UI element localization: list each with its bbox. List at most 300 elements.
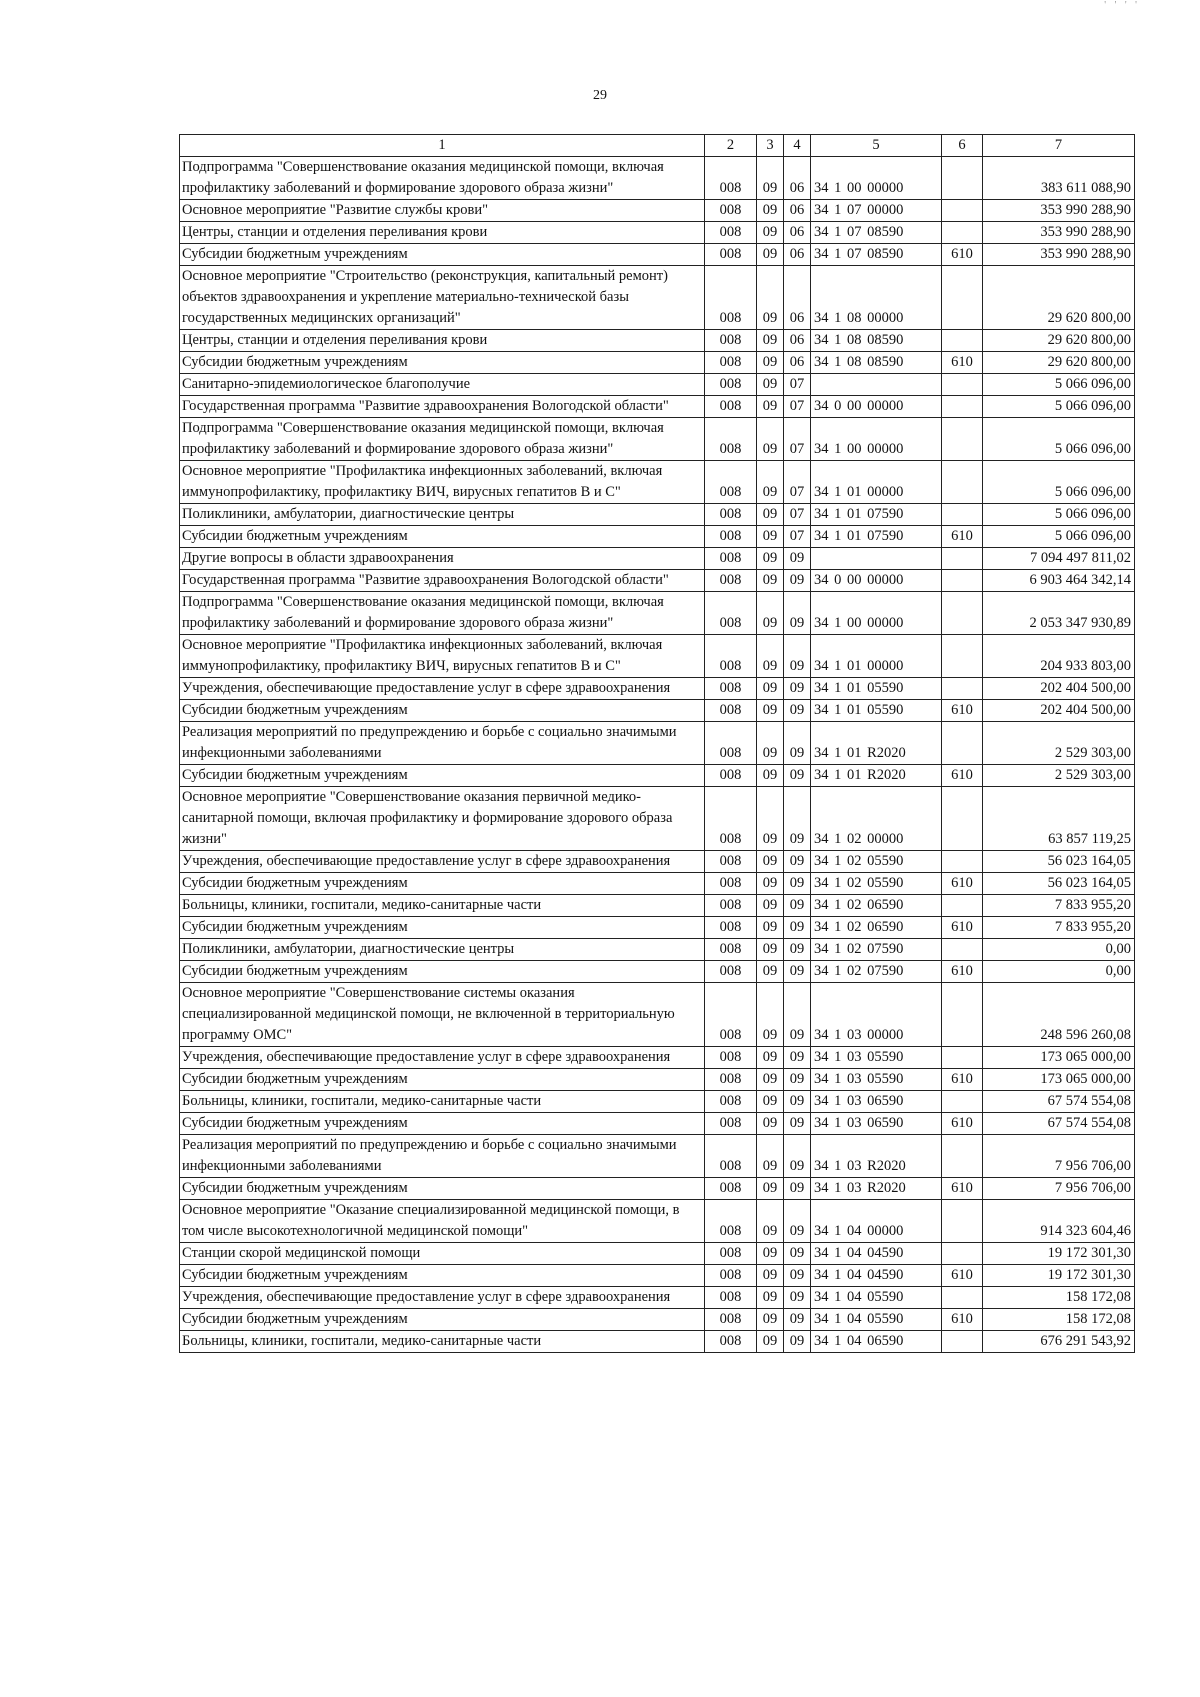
table-row — [180, 1309, 1135, 1331]
row-subsection-cell: 09 — [784, 895, 811, 917]
row-amount-cell: 5 066 096,00 — [983, 504, 1135, 526]
row-expense-type-cell — [942, 1200, 983, 1243]
row-name-cell: Реализация мероприятий по предупреждению и борьбе с социально значимыми инфекционными заболеваниями — [180, 1135, 705, 1178]
row-target-code-cell: 34 1 01 05590 — [811, 678, 942, 700]
row-target-code-cell: 34 1 00 00000 — [811, 418, 942, 461]
row-amount-cell: 158 172,08 — [983, 1287, 1135, 1309]
row-section-cell: 09 — [757, 374, 784, 396]
table-row — [180, 548, 1135, 570]
row-target-code-cell: 34 1 01 00000 — [811, 461, 942, 504]
row-name-cell: Субсидии бюджетным учреждениям — [180, 526, 705, 548]
row-section-cell: 09 — [757, 548, 784, 570]
budget-table — [179, 134, 1135, 1353]
row-target-code-cell: 34 1 03 R2020 — [811, 1178, 942, 1200]
row-code-cell: 008 — [705, 1069, 757, 1091]
row-section-cell: 09 — [757, 526, 784, 548]
row-target-code-cell: 34 1 02 07590 — [811, 939, 942, 961]
row-amount-cell: 353 990 288,90 — [983, 200, 1135, 222]
row-code-cell: 008 — [705, 787, 757, 851]
row-expense-type-cell: 610 — [942, 961, 983, 983]
row-subsection-cell: 09 — [784, 1091, 811, 1113]
table-row — [180, 526, 1135, 548]
row-expense-type-cell — [942, 330, 983, 352]
row-subsection-cell: 06 — [784, 266, 811, 330]
row-amount-cell: 29 620 800,00 — [983, 352, 1135, 374]
table-row — [180, 873, 1135, 895]
row-target-code-cell: 34 1 07 08590 — [811, 222, 942, 244]
row-name-cell: Больницы, клиники, госпитали, медико-санитарные части — [180, 1091, 705, 1113]
row-name-cell: Субсидии бюджетным учреждениям — [180, 1309, 705, 1331]
row-amount-cell: 2 053 347 930,89 — [983, 592, 1135, 635]
row-expense-type-cell — [942, 461, 983, 504]
row-section-cell: 09 — [757, 1200, 784, 1243]
row-code-cell: 008 — [705, 418, 757, 461]
row-name-cell: Учреждения, обеспечивающие предоставление услуг в сфере здравоохранения — [180, 678, 705, 700]
row-code-cell: 008 — [705, 700, 757, 722]
table-row — [180, 418, 1135, 461]
row-subsection-cell: 09 — [784, 1331, 811, 1353]
header-cell: 3 — [757, 135, 784, 157]
table-row — [180, 787, 1135, 851]
row-section-cell: 09 — [757, 851, 784, 873]
row-amount-cell: 2 529 303,00 — [983, 722, 1135, 765]
row-code-cell: 008 — [705, 244, 757, 266]
row-section-cell: 09 — [757, 1265, 784, 1287]
row-section-cell: 09 — [757, 1243, 784, 1265]
row-expense-type-cell — [942, 895, 983, 917]
row-subsection-cell: 09 — [784, 635, 811, 678]
row-amount-cell: 0,00 — [983, 961, 1135, 983]
row-code-cell: 008 — [705, 1091, 757, 1113]
row-section-cell: 09 — [757, 352, 784, 374]
row-name-cell: Основное мероприятие "Профилактика инфекционных заболеваний, включая иммунопрофилактику, профилактику ВИЧ, вирусных гепатитов В и С" — [180, 635, 705, 678]
row-amount-cell: 7 833 955,20 — [983, 917, 1135, 939]
row-subsection-cell: 09 — [784, 1047, 811, 1069]
row-code-cell: 008 — [705, 504, 757, 526]
table-row — [180, 396, 1135, 418]
row-subsection-cell: 09 — [784, 939, 811, 961]
row-expense-type-cell — [942, 1243, 983, 1265]
row-target-code-cell: 34 1 01 05590 — [811, 700, 942, 722]
row-amount-cell: 5 066 096,00 — [983, 396, 1135, 418]
row-target-code-cell: 34 1 04 06590 — [811, 1331, 942, 1353]
row-amount-cell: 56 023 164,05 — [983, 873, 1135, 895]
row-amount-cell: 914 323 604,46 — [983, 1200, 1135, 1243]
row-expense-type-cell: 610 — [942, 1309, 983, 1331]
row-expense-type-cell — [942, 266, 983, 330]
row-amount-cell: 56 023 164,05 — [983, 851, 1135, 873]
row-expense-type-cell: 610 — [942, 873, 983, 895]
row-code-cell: 008 — [705, 592, 757, 635]
row-amount-cell: 5 066 096,00 — [983, 418, 1135, 461]
row-amount-cell: 248 596 260,08 — [983, 983, 1135, 1047]
row-expense-type-cell — [942, 851, 983, 873]
row-name-cell: Учреждения, обеспечивающие предоставление услуг в сфере здравоохранения — [180, 851, 705, 873]
row-name-cell: Больницы, клиники, госпитали, медико-санитарные части — [180, 1331, 705, 1353]
row-target-code-cell: 34 1 01 00000 — [811, 635, 942, 678]
row-name-cell: Субсидии бюджетным учреждениям — [180, 917, 705, 939]
row-subsection-cell: 09 — [784, 765, 811, 787]
row-expense-type-cell — [942, 200, 983, 222]
row-subsection-cell: 07 — [784, 418, 811, 461]
row-section-cell: 09 — [757, 266, 784, 330]
row-target-code-cell: 34 0 00 00000 — [811, 570, 942, 592]
header-cell: 2 — [705, 135, 757, 157]
row-expense-type-cell — [942, 396, 983, 418]
row-section-cell: 09 — [757, 1135, 784, 1178]
row-expense-type-cell — [942, 504, 983, 526]
table-row — [180, 1287, 1135, 1309]
row-target-code-cell: 34 0 00 00000 — [811, 396, 942, 418]
row-section-cell: 09 — [757, 1047, 784, 1069]
row-target-code-cell: 34 1 02 06590 — [811, 895, 942, 917]
row-amount-cell: 29 620 800,00 — [983, 330, 1135, 352]
row-target-code-cell — [811, 374, 942, 396]
table-row — [180, 1069, 1135, 1091]
row-name-cell: Субсидии бюджетным учреждениям — [180, 1178, 705, 1200]
row-section-cell: 09 — [757, 330, 784, 352]
row-target-code-cell — [811, 548, 942, 570]
row-amount-cell: 7 094 497 811,02 — [983, 548, 1135, 570]
table-row — [180, 266, 1135, 330]
row-name-cell: Субсидии бюджетным учреждениям — [180, 1265, 705, 1287]
header-cell: 7 — [983, 135, 1135, 157]
row-section-cell: 09 — [757, 1091, 784, 1113]
table-body — [180, 135, 1135, 1353]
row-expense-type-cell: 610 — [942, 526, 983, 548]
row-subsection-cell: 09 — [784, 1069, 811, 1091]
row-expense-type-cell — [942, 635, 983, 678]
row-name-cell: Подпрограмма "Совершенствование оказания медицинской помощи, включая профилактику заболеваний и формирование здорового образа жизни" — [180, 418, 705, 461]
row-section-cell: 09 — [757, 157, 784, 200]
row-section-cell: 09 — [757, 1287, 784, 1309]
row-code-cell: 008 — [705, 1200, 757, 1243]
row-code-cell: 008 — [705, 1265, 757, 1287]
row-code-cell: 008 — [705, 1287, 757, 1309]
row-name-cell: Субсидии бюджетным учреждениям — [180, 873, 705, 895]
row-target-code-cell: 34 1 03 R2020 — [811, 1135, 942, 1178]
row-amount-cell: 63 857 119,25 — [983, 787, 1135, 851]
table-row — [180, 222, 1135, 244]
table-row — [180, 244, 1135, 266]
row-section-cell: 09 — [757, 635, 784, 678]
row-code-cell: 008 — [705, 939, 757, 961]
row-subsection-cell: 09 — [784, 1178, 811, 1200]
row-expense-type-cell — [942, 592, 983, 635]
row-section-cell: 09 — [757, 1309, 784, 1331]
row-name-cell: Основное мероприятие "Совершенствование оказания первичной медико-санитарной помощи, включая профилактику и формирование здорового образа жизни" — [180, 787, 705, 851]
row-subsection-cell: 09 — [784, 592, 811, 635]
row-target-code-cell: 34 1 03 06590 — [811, 1113, 942, 1135]
row-name-cell: Субсидии бюджетным учреждениям — [180, 961, 705, 983]
row-amount-cell: 6 903 464 342,14 — [983, 570, 1135, 592]
row-expense-type-cell: 610 — [942, 917, 983, 939]
row-name-cell: Государственная программа "Развитие здравоохранения Вологодской области" — [180, 570, 705, 592]
row-target-code-cell: 34 1 01 07590 — [811, 504, 942, 526]
row-code-cell: 008 — [705, 765, 757, 787]
row-code-cell: 008 — [705, 526, 757, 548]
table-row — [180, 374, 1135, 396]
row-expense-type-cell — [942, 1047, 983, 1069]
row-amount-cell: 67 574 554,08 — [983, 1091, 1135, 1113]
row-code-cell: 008 — [705, 873, 757, 895]
row-subsection-cell: 07 — [784, 374, 811, 396]
row-code-cell: 008 — [705, 1309, 757, 1331]
row-name-cell: Больницы, клиники, госпитали, медико-санитарные части — [180, 895, 705, 917]
row-amount-cell: 353 990 288,90 — [983, 244, 1135, 266]
row-amount-cell: 67 574 554,08 — [983, 1113, 1135, 1135]
table-row — [180, 200, 1135, 222]
row-section-cell: 09 — [757, 592, 784, 635]
row-subsection-cell: 07 — [784, 461, 811, 504]
row-name-cell: Субсидии бюджетным учреждениям — [180, 1113, 705, 1135]
row-target-code-cell: 34 1 01 07590 — [811, 526, 942, 548]
row-subsection-cell: 06 — [784, 352, 811, 374]
row-section-cell: 09 — [757, 570, 784, 592]
row-expense-type-cell: 610 — [942, 1178, 983, 1200]
row-expense-type-cell: 610 — [942, 352, 983, 374]
row-name-cell: Учреждения, обеспечивающие предоставление услуг в сфере здравоохранения — [180, 1287, 705, 1309]
row-code-cell: 008 — [705, 961, 757, 983]
row-amount-cell: 19 172 301,30 — [983, 1265, 1135, 1287]
row-section-cell: 09 — [757, 678, 784, 700]
row-subsection-cell: 09 — [784, 548, 811, 570]
row-amount-cell: 5 066 096,00 — [983, 526, 1135, 548]
row-name-cell: Учреждения, обеспечивающие предоставление услуг в сфере здравоохранения — [180, 1047, 705, 1069]
row-name-cell: Основное мероприятие "Оказание специализированной медицинской помощи, в том числе высокотехнологичной медицинской помощи" — [180, 1200, 705, 1243]
row-target-code-cell: 34 1 01 R2020 — [811, 765, 942, 787]
row-section-cell: 09 — [757, 939, 784, 961]
row-expense-type-cell — [942, 374, 983, 396]
row-target-code-cell: 34 1 08 00000 — [811, 266, 942, 330]
row-expense-type-cell — [942, 418, 983, 461]
table-header-row — [180, 135, 1135, 157]
row-name-cell: Основное мероприятие "Профилактика инфекционных заболеваний, включая иммунопрофилактику, профилактику ВИЧ, вирусных гепатитов В и С" — [180, 461, 705, 504]
table-row — [180, 895, 1135, 917]
row-subsection-cell: 06 — [784, 222, 811, 244]
row-code-cell: 008 — [705, 1178, 757, 1200]
row-name-cell: Центры, станции и отделения переливания крови — [180, 330, 705, 352]
row-section-cell: 09 — [757, 222, 784, 244]
scan-corner-mark: ' ' ' ' — [1104, 0, 1140, 11]
table-row — [180, 635, 1135, 678]
row-subsection-cell: 06 — [784, 200, 811, 222]
row-target-code-cell: 34 1 04 04590 — [811, 1243, 942, 1265]
row-expense-type-cell: 610 — [942, 1113, 983, 1135]
row-section-cell: 09 — [757, 1069, 784, 1091]
row-expense-type-cell — [942, 570, 983, 592]
row-code-cell: 008 — [705, 1113, 757, 1135]
row-section-cell: 09 — [757, 461, 784, 504]
row-expense-type-cell — [942, 222, 983, 244]
row-amount-cell: 676 291 543,92 — [983, 1331, 1135, 1353]
row-target-code-cell: 34 1 07 00000 — [811, 200, 942, 222]
row-subsection-cell: 09 — [784, 570, 811, 592]
row-section-cell: 09 — [757, 200, 784, 222]
row-code-cell: 008 — [705, 352, 757, 374]
row-name-cell: Основное мероприятие "Строительство (реконструкция, капитальный ремонт) объектов здравоохранения и укрепление материально-технической базы государственных медицинских организаций" — [180, 266, 705, 330]
row-section-cell: 09 — [757, 917, 784, 939]
row-name-cell: Подпрограмма "Совершенствование оказания медицинской помощи, включая профилактику заболеваний и формирование здорового образа жизни" — [180, 157, 705, 200]
row-section-cell: 09 — [757, 1331, 784, 1353]
row-target-code-cell: 34 1 07 08590 — [811, 244, 942, 266]
row-section-cell: 09 — [757, 1178, 784, 1200]
row-amount-cell: 7 956 706,00 — [983, 1178, 1135, 1200]
row-section-cell: 09 — [757, 983, 784, 1047]
row-code-cell: 008 — [705, 678, 757, 700]
row-amount-cell: 19 172 301,30 — [983, 1243, 1135, 1265]
table-row — [180, 722, 1135, 765]
row-name-cell: Основное мероприятие "Совершенствование системы оказания специализированной медицинской помощи, не включенной в территориальную программу ОМС" — [180, 983, 705, 1047]
row-expense-type-cell — [942, 1091, 983, 1113]
row-code-cell: 008 — [705, 722, 757, 765]
row-subsection-cell: 07 — [784, 396, 811, 418]
row-target-code-cell: 34 1 04 04590 — [811, 1265, 942, 1287]
row-section-cell: 09 — [757, 244, 784, 266]
row-name-cell: Субсидии бюджетным учреждениям — [180, 765, 705, 787]
row-target-code-cell: 34 1 00 00000 — [811, 592, 942, 635]
table-row — [180, 917, 1135, 939]
table-row — [180, 851, 1135, 873]
row-name-cell: Основное мероприятие "Развитие службы крови" — [180, 200, 705, 222]
row-target-code-cell: 34 1 04 05590 — [811, 1309, 942, 1331]
row-code-cell: 008 — [705, 635, 757, 678]
row-name-cell: Субсидии бюджетным учреждениям — [180, 352, 705, 374]
row-amount-cell: 29 620 800,00 — [983, 266, 1135, 330]
table-row — [180, 939, 1135, 961]
row-subsection-cell: 09 — [784, 1243, 811, 1265]
row-name-cell: Санитарно-эпидемиологическое благополучие — [180, 374, 705, 396]
row-subsection-cell: 09 — [784, 1309, 811, 1331]
table-row — [180, 504, 1135, 526]
row-code-cell: 008 — [705, 200, 757, 222]
row-code-cell: 008 — [705, 570, 757, 592]
table-row — [180, 461, 1135, 504]
row-code-cell: 008 — [705, 374, 757, 396]
row-subsection-cell: 09 — [784, 851, 811, 873]
row-subsection-cell: 09 — [784, 787, 811, 851]
row-expense-type-cell: 610 — [942, 1265, 983, 1287]
row-expense-type-cell — [942, 1331, 983, 1353]
row-name-cell: Поликлиники, амбулатории, диагностические центры — [180, 939, 705, 961]
table-row — [180, 1178, 1135, 1200]
row-subsection-cell: 09 — [784, 722, 811, 765]
row-amount-cell: 2 529 303,00 — [983, 765, 1135, 787]
row-subsection-cell: 07 — [784, 504, 811, 526]
row-subsection-cell: 09 — [784, 961, 811, 983]
row-section-cell: 09 — [757, 418, 784, 461]
row-target-code-cell: 34 1 04 00000 — [811, 1200, 942, 1243]
row-code-cell: 008 — [705, 548, 757, 570]
row-section-cell: 09 — [757, 961, 784, 983]
row-subsection-cell: 09 — [784, 700, 811, 722]
row-section-cell: 09 — [757, 765, 784, 787]
row-subsection-cell: 07 — [784, 526, 811, 548]
row-subsection-cell: 09 — [784, 1265, 811, 1287]
table-row — [180, 1265, 1135, 1287]
table-row — [180, 1243, 1135, 1265]
row-name-cell: Подпрограмма "Совершенствование оказания медицинской помощи, включая профилактику заболеваний и формирование здорового образа жизни" — [180, 592, 705, 635]
table-row — [180, 1113, 1135, 1135]
row-target-code-cell: 34 1 02 07590 — [811, 961, 942, 983]
row-amount-cell: 383 611 088,90 — [983, 157, 1135, 200]
row-code-cell: 008 — [705, 330, 757, 352]
row-code-cell: 008 — [705, 895, 757, 917]
row-expense-type-cell: 610 — [942, 1069, 983, 1091]
table-row — [180, 700, 1135, 722]
row-target-code-cell: 34 1 02 06590 — [811, 917, 942, 939]
row-section-cell: 09 — [757, 396, 784, 418]
row-expense-type-cell — [942, 983, 983, 1047]
row-code-cell: 008 — [705, 1331, 757, 1353]
row-expense-type-cell: 610 — [942, 765, 983, 787]
row-code-cell: 008 — [705, 157, 757, 200]
row-subsection-cell: 09 — [784, 1200, 811, 1243]
row-name-cell: Субсидии бюджетным учреждениям — [180, 244, 705, 266]
row-target-code-cell: 34 1 02 00000 — [811, 787, 942, 851]
row-subsection-cell: 09 — [784, 917, 811, 939]
row-target-code-cell: 34 1 03 06590 — [811, 1091, 942, 1113]
table-row — [180, 330, 1135, 352]
row-name-cell: Субсидии бюджетным учреждениям — [180, 700, 705, 722]
row-name-cell: Другие вопросы в области здравоохранения — [180, 548, 705, 570]
table-row — [180, 765, 1135, 787]
row-name-cell: Станции скорой медицинской помощи — [180, 1243, 705, 1265]
row-section-cell: 09 — [757, 1113, 784, 1135]
row-section-cell: 09 — [757, 504, 784, 526]
row-subsection-cell: 09 — [784, 873, 811, 895]
table-row — [180, 592, 1135, 635]
row-name-cell: Поликлиники, амбулатории, диагностические центры — [180, 504, 705, 526]
row-amount-cell: 5 066 096,00 — [983, 374, 1135, 396]
row-target-code-cell: 34 1 01 R2020 — [811, 722, 942, 765]
row-target-code-cell: 34 1 03 05590 — [811, 1047, 942, 1069]
table-row — [180, 983, 1135, 1047]
table-row — [180, 570, 1135, 592]
table-row — [180, 1047, 1135, 1069]
row-subsection-cell: 09 — [784, 1287, 811, 1309]
row-target-code-cell: 34 1 03 00000 — [811, 983, 942, 1047]
row-amount-cell: 204 933 803,00 — [983, 635, 1135, 678]
row-expense-type-cell — [942, 678, 983, 700]
row-section-cell: 09 — [757, 700, 784, 722]
row-target-code-cell: 34 1 08 08590 — [811, 330, 942, 352]
row-target-code-cell: 34 1 02 05590 — [811, 851, 942, 873]
header-cell: 1 — [180, 135, 705, 157]
row-expense-type-cell: 610 — [942, 700, 983, 722]
row-target-code-cell: 34 1 04 05590 — [811, 1287, 942, 1309]
row-name-cell: Субсидии бюджетным учреждениям — [180, 1069, 705, 1091]
row-subsection-cell: 09 — [784, 1113, 811, 1135]
row-amount-cell: 7 956 706,00 — [983, 1135, 1135, 1178]
page-number: 29 — [593, 88, 607, 103]
row-code-cell: 008 — [705, 266, 757, 330]
row-amount-cell: 202 404 500,00 — [983, 700, 1135, 722]
row-amount-cell: 353 990 288,90 — [983, 222, 1135, 244]
row-code-cell: 008 — [705, 396, 757, 418]
row-expense-type-cell — [942, 787, 983, 851]
row-expense-type-cell — [942, 939, 983, 961]
table-row — [180, 1091, 1135, 1113]
row-target-code-cell: 34 1 02 05590 — [811, 873, 942, 895]
row-code-cell: 008 — [705, 983, 757, 1047]
row-code-cell: 008 — [705, 917, 757, 939]
row-expense-type-cell — [942, 1287, 983, 1309]
header-cell: 5 — [811, 135, 942, 157]
row-target-code-cell: 34 1 00 00000 — [811, 157, 942, 200]
row-amount-cell: 0,00 — [983, 939, 1135, 961]
row-expense-type-cell — [942, 722, 983, 765]
